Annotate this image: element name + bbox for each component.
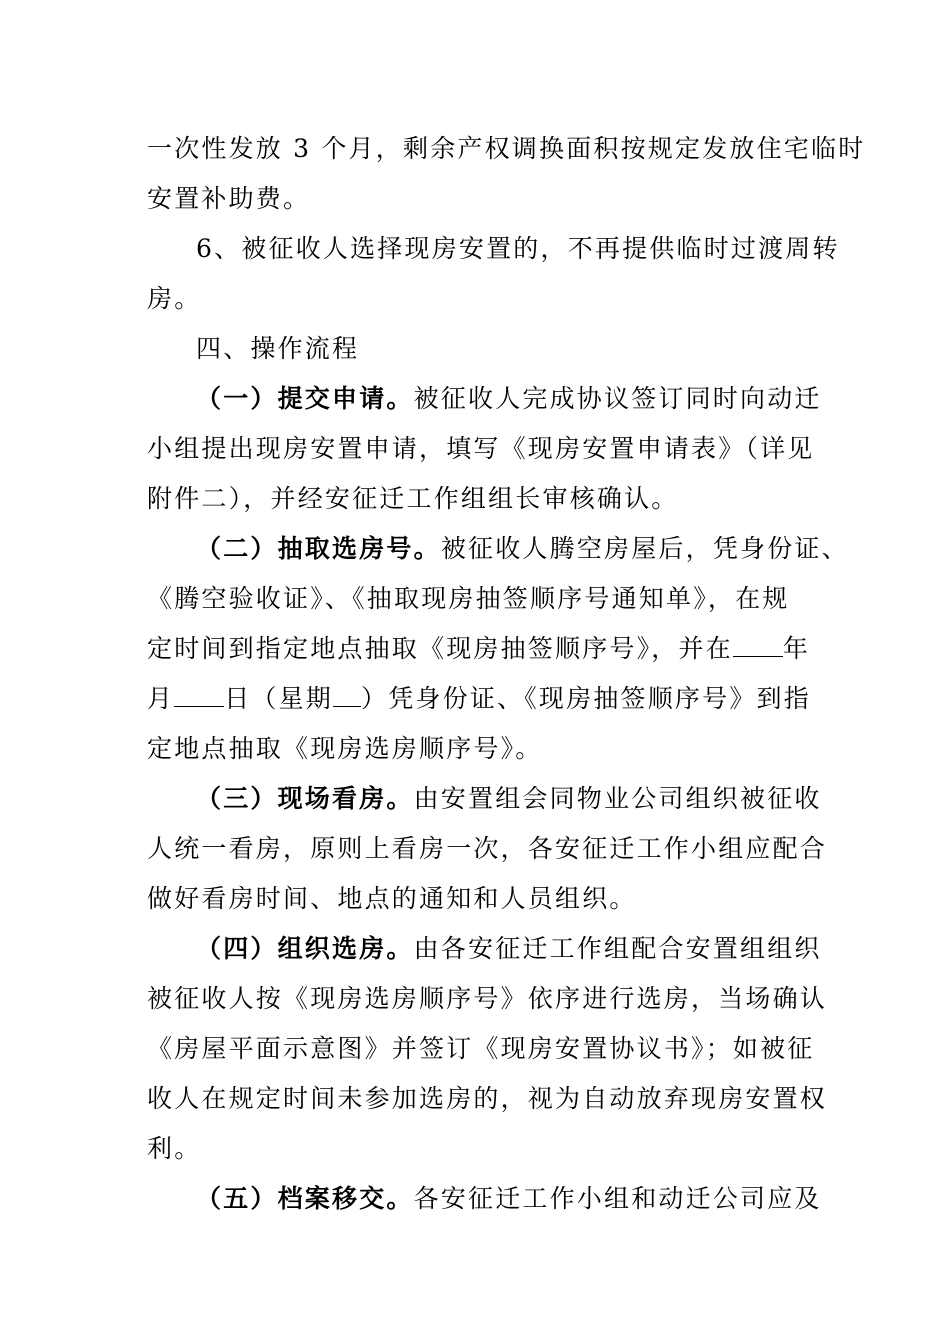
text-line	[196, 1179, 876, 1219]
text-line	[147, 579, 827, 619]
text-line	[196, 929, 876, 969]
line-text: 定时间到指定地点抽取《现房抽签顺序号》，并在	[147, 634, 733, 663]
line-text: 由各安征迁工作组配合安置组组织	[413, 934, 822, 963]
line-text: 年	[782, 634, 811, 663]
line-text: ）凭身份证、《现房抽签顺序号》到指	[361, 684, 811, 713]
text-line	[196, 779, 876, 819]
text-line	[147, 879, 827, 919]
line-text: 《房屋平面示意图》并签订《现房安置协议书》；如被征	[147, 1034, 815, 1063]
text-line	[147, 179, 827, 219]
line-text: 日（星期	[224, 684, 334, 713]
fill-in-blank	[733, 634, 783, 657]
step-label: （四）组织选房。	[196, 934, 414, 963]
line-text: 收人在规定时间未参加选房的，视为自动放弃现房安置权	[147, 1084, 828, 1113]
step-label: （三）现场看房。	[196, 784, 414, 813]
line-text: 《腾空验收证》、《抽取现房抽签顺序号通知单》，在规	[147, 584, 790, 613]
line-text: 小组提出现房安置申请，填写《现房安置申请表》（详见	[147, 434, 815, 463]
text-line	[196, 229, 876, 269]
step-label: （一）提交申请。	[196, 384, 414, 413]
text-line	[147, 679, 827, 719]
text-line	[147, 429, 827, 469]
section-heading	[196, 329, 876, 369]
fill-in-blank	[333, 684, 361, 707]
line-text: 被征收人腾空房屋后，凭身份证、	[440, 534, 849, 563]
line-text: 利。	[147, 1134, 202, 1163]
line-text: 由安置组会同物业公司组织被征收	[413, 784, 822, 813]
text-line	[196, 529, 876, 569]
line-text: 月	[147, 684, 175, 713]
line-text: 安置补助费。	[147, 184, 311, 213]
line-text: 各安征迁工作小组和动迁公司应及	[413, 1184, 822, 1213]
line-text: 6、被征收人选择现房安置的，不再提供临时过渡周转	[196, 234, 840, 263]
text-line	[147, 979, 827, 1019]
text-line	[147, 1079, 827, 1119]
step-label: （五）档案移交。	[196, 1184, 414, 1213]
fill-in-blank	[174, 684, 224, 707]
text-line	[196, 379, 876, 419]
line-text: 人统一看房，原则上看房一次，各安征迁工作小组应配合	[147, 834, 828, 863]
text-line	[147, 1029, 827, 1069]
text-line	[147, 129, 866, 169]
text-line	[147, 479, 827, 519]
text-line	[147, 629, 827, 669]
line-text: 定地点抽取《现房选房顺序号》。	[147, 734, 543, 763]
line-text: 一次性发放 3 个月，剩余产权调换面积按规定发放住宅临时	[147, 134, 866, 163]
heading-text: 四、操作流程	[196, 334, 360, 363]
step-label: （二）抽取选房号。	[196, 534, 441, 563]
text-line	[147, 279, 827, 319]
text-line	[147, 829, 827, 869]
text-line	[147, 729, 827, 769]
line-text: 附件二），并经安征迁工作组组长审核确认。	[147, 484, 679, 513]
text-line	[147, 1129, 827, 1169]
line-text: 房。	[147, 284, 202, 313]
line-text: 做好看房时间、地点的通知和人员组织。	[147, 884, 637, 913]
line-text: 被征收人完成协议签订同时向动迁	[413, 384, 822, 413]
line-text: 被征收人按《现房选房顺序号》依序进行选房，当场确认	[147, 984, 828, 1013]
